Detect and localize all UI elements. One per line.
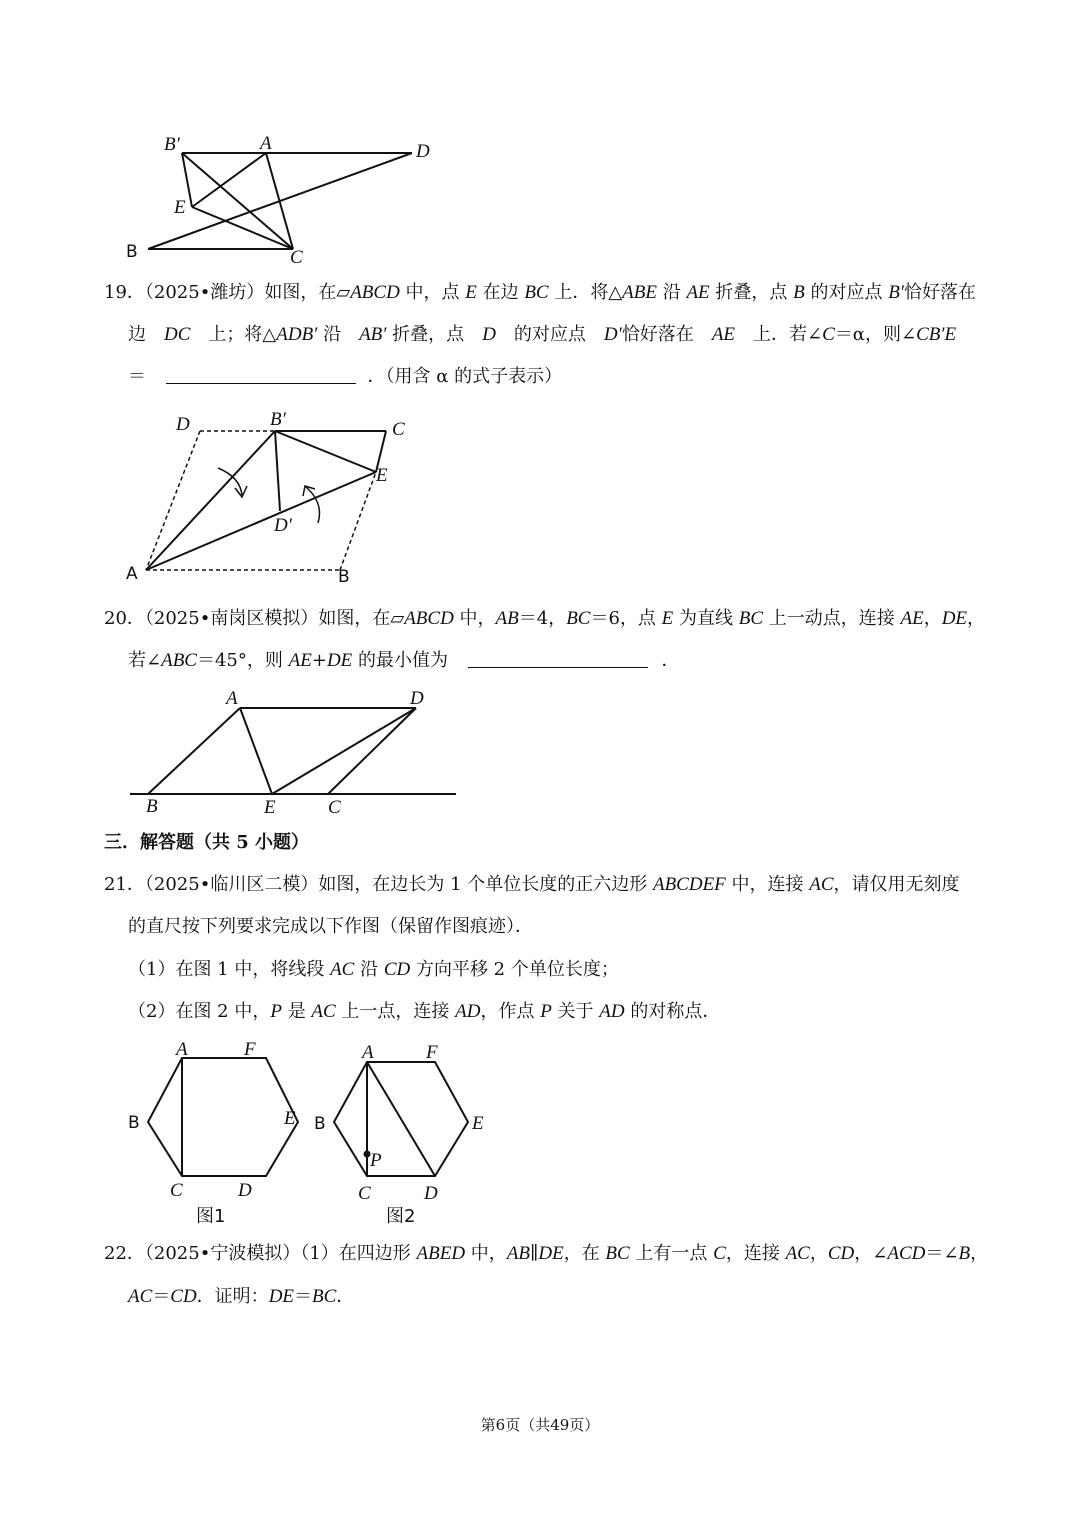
q21-line-1: 21．（2025•临川区二模）如图，在边长为 1 个单位长度的正六边形 ABCDEF 中，连接 AC，请仅用无刻度 bbox=[104, 874, 960, 895]
label-d: D bbox=[424, 1183, 438, 1204]
q20-source: （2025•南岗区模拟） bbox=[144, 608, 319, 629]
label-a: A bbox=[226, 688, 238, 709]
figure-q18 bbox=[120, 125, 450, 265]
q22-number: 22 bbox=[104, 1243, 127, 1264]
label-c: C bbox=[170, 1180, 183, 1201]
label-f: F bbox=[244, 1039, 256, 1060]
q20-number: 20 bbox=[104, 608, 127, 629]
q20-line-2: 若∠ABC＝45°，则 AE+DE 的最小值为 ． bbox=[128, 650, 680, 671]
label-a: A bbox=[260, 133, 272, 154]
label-b: B bbox=[314, 1114, 326, 1134]
label-a: A bbox=[362, 1042, 374, 1063]
label-e: E bbox=[284, 1108, 296, 1129]
label-a: A bbox=[176, 1039, 188, 1060]
q19-number: 19 bbox=[104, 282, 127, 303]
q21-line-2: 的直尺按下列要求完成以下作图（保留作图痕迹）． bbox=[128, 916, 533, 937]
figure-q21-1 bbox=[120, 1036, 310, 1236]
q20-line-1: 20．（2025•南岗区模拟）如图，在▱ABCD 中，AB＝4，BC＝6，点 E 为直线 BC 上一动点，连接 AE，DE， bbox=[104, 608, 986, 629]
label-e: E bbox=[264, 797, 276, 818]
q19-line-1: 19．（2025•潍坊）如图，在▱ABCD 中，点 E 在边 BC 上．将△ABE 沿 AE 折叠，点 B 的对应点 B′恰好落在 bbox=[104, 282, 976, 303]
label-b: B bbox=[126, 242, 138, 262]
figure-q21-2 bbox=[312, 1036, 502, 1236]
label-d: D bbox=[238, 1180, 252, 1201]
label-d-prime: D′ bbox=[274, 515, 292, 536]
caption-figure-2: 图2 bbox=[386, 1206, 416, 1227]
label-d: D bbox=[416, 141, 430, 162]
q19-answer-blank[interactable] bbox=[166, 365, 356, 384]
label-a: A bbox=[126, 564, 138, 584]
q19-line-2: 边 DC 上；将△ADB′ 沿 AB′ 折叠，点 D 的对应点 D′恰好落在 AE 上．若∠C＝α，则∠CB′E bbox=[128, 324, 957, 345]
label-e: E bbox=[376, 465, 388, 486]
label-e: E bbox=[472, 1113, 484, 1134]
label-c: C bbox=[328, 797, 341, 818]
q22-line-2: AC＝CD．证明：DE＝BC． bbox=[128, 1286, 355, 1307]
q22-line-1: 22．（2025•宁波模拟）（1）在四边形 ABED 中，AB∥DE，在 BC 上有一点 C，连接 AC，CD，∠ACD＝∠B， bbox=[104, 1243, 989, 1264]
parallelogram-icon: ▱ bbox=[390, 608, 405, 629]
figure-q19 bbox=[120, 405, 430, 590]
label-f: F bbox=[426, 1042, 438, 1063]
label-c: C bbox=[392, 419, 405, 440]
label-p: P bbox=[370, 1150, 382, 1171]
q21-sub-2: （2）在图 2 中，P 是 AC 上一点，连接 AD，作点 P 关于 AD 的对称点． bbox=[128, 1001, 721, 1022]
q21-source: （2025•临川区二模） bbox=[144, 874, 319, 895]
q19-source: （2025•潍坊） bbox=[144, 282, 265, 303]
parallelogram-icon: ▱ bbox=[336, 282, 351, 303]
label-c: C bbox=[358, 1183, 371, 1204]
label-b: B bbox=[146, 796, 158, 817]
label-c: C bbox=[290, 247, 303, 265]
label-b: B bbox=[128, 1113, 140, 1133]
figure-q20 bbox=[120, 680, 465, 820]
caption-figure-1: 图1 bbox=[196, 1206, 226, 1227]
label-b-prime: B′ bbox=[164, 134, 180, 155]
label-e: E bbox=[174, 197, 186, 218]
q21-sub-1: （1）在图 1 中，将线段 AC 沿 CD 方向平移 2 个单位长度； bbox=[128, 959, 619, 980]
q19-line-3: ＝ ．（用含 α 的式子表示） bbox=[128, 366, 563, 387]
page-footer: 第6页（共49页） bbox=[480, 1416, 600, 1434]
q22-source: （2025•宁波模拟） bbox=[144, 1243, 301, 1264]
label-d: D bbox=[176, 414, 190, 435]
q20-answer-blank[interactable] bbox=[468, 649, 648, 668]
q21-number: 21 bbox=[104, 874, 127, 895]
label-b-prime: B′ bbox=[270, 409, 286, 430]
section-title: 三．解答题（共 5 小题） bbox=[104, 832, 310, 853]
label-d: D bbox=[410, 688, 424, 709]
label-b: B bbox=[338, 567, 350, 587]
